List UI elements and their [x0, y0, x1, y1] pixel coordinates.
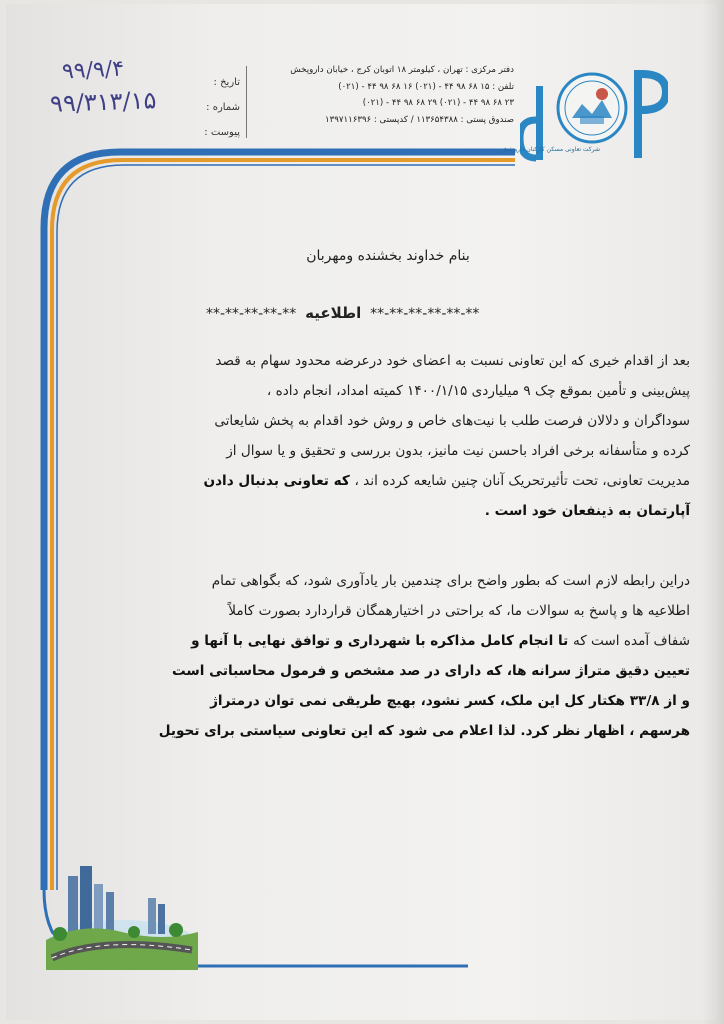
paragraph-2 [74, 566, 690, 746]
text-line [74, 626, 690, 656]
salutation: بنام خداوند بخشنده ومهربان [306, 248, 470, 264]
text-line: بعد از اقدام خیری که این تعاونی نسبت به اعضای خود درعرضه محدود سهام به قصد [215, 353, 690, 369]
date-label: تاریخ : [213, 77, 240, 88]
text-segment: شفاف آمده است که [572, 633, 690, 649]
page-shadow [702, 0, 724, 1024]
heading-decoration-left: **-**-**-**-** [206, 306, 297, 322]
text-line: پیش‌بینی و تأمین بموقع چک ۹ میلیاردی ۱۴۰۰/۱/۱۵ کمیته امداد، انجام داده ، [266, 383, 690, 399]
city-illustration-icon [42, 862, 202, 970]
address-line: دفتر مرکزی : تهران ، کیلومتر ۱۸ اتوبان کرج ، خیابان داروپخش [290, 65, 514, 75]
attachment-label: پیوست : [204, 127, 240, 138]
handwritten-number: ۹۹/۳۱۳/۱۵ [49, 86, 157, 118]
text-line: هرسهم ، اظهار نظر کرد. لذا اعلام می شود که این تعاونی سیاستی برای تحویل [158, 723, 690, 739]
text-line [74, 466, 690, 496]
postal-line: صندوق پستی : ۱۱۳۶۵۴۳۸۸ / کدپستی : ۱۳۹۷۱۱۶۳۹۶ [325, 114, 514, 125]
number-label: شماره : [206, 102, 240, 113]
announcement-heading [206, 304, 479, 322]
text-line: اطلاعیه ها و پاسخ به سوالات ما، که براحتی در اختیارهمگان قراردارد بصورت کاملاً [228, 603, 690, 619]
paragraph-1 [74, 346, 690, 526]
heading-decoration-right: **-**-**-**-**-** [370, 306, 480, 322]
text-line: سوداگران و دلالان فرصت طلب با نیت‌های خاص و روش خود اقدام به پخش شایعاتی [214, 413, 690, 429]
logo-caption: شرکت تعاونی مسکن کارکنان داروپخش [501, 146, 600, 153]
phone-line: تلفن : ۱۵ ۶۸ ۹۸ ۴۴ - (۰۲۱) ۱۶ ۶۸ ۹۸ ۴۴ - (۰۲۱) [338, 81, 514, 92]
text-line: دراین رابطه لازم است که بطور واضح برای چندمین بار یادآوری شود، که بگواهی تمام [211, 573, 690, 589]
text-segment: مدیریت تعاونی، تحت تأثیرتحریک آنان چنین شایعه کرده اند ، [354, 473, 690, 489]
handwritten-date: ۹۹/۹/۴ [61, 56, 125, 85]
reference-labels [178, 70, 240, 145]
phone-line-2: ۲۳ ۶۸ ۹۸ ۴۴ - (۰۲۱) ۲۹ ۶۸ ۹۸ ۴۴ - (۰۲۱) [362, 98, 514, 108]
text-line: کرده و متأسفانه برخی افراد باحسن نیت مانیز، بدون بررسی و تحقیق و یا سوال از [226, 443, 690, 459]
text-line: و از ۳۳/۸ هکتار کل این ملک، کسر نشود، بهیچ طریقی نمی توان درمتراژ [210, 693, 690, 709]
text-line: تعیین دقیق متراژ سرانه ها، که دارای در صد مشخص و فرمول محاسباتی است [171, 663, 690, 679]
text-line: آپارتمان به ذینفعان خود است . [484, 503, 690, 519]
letterhead-divider [246, 66, 247, 138]
company-address [262, 62, 514, 128]
bold-segment: تا انجام کامل مذاکره با شهرداری و توافق نهایی با آنها و [191, 633, 573, 649]
heading-title: اطلاعیه [305, 304, 362, 322]
bold-segment: که تعاونی بدنبال دادن [203, 473, 355, 489]
